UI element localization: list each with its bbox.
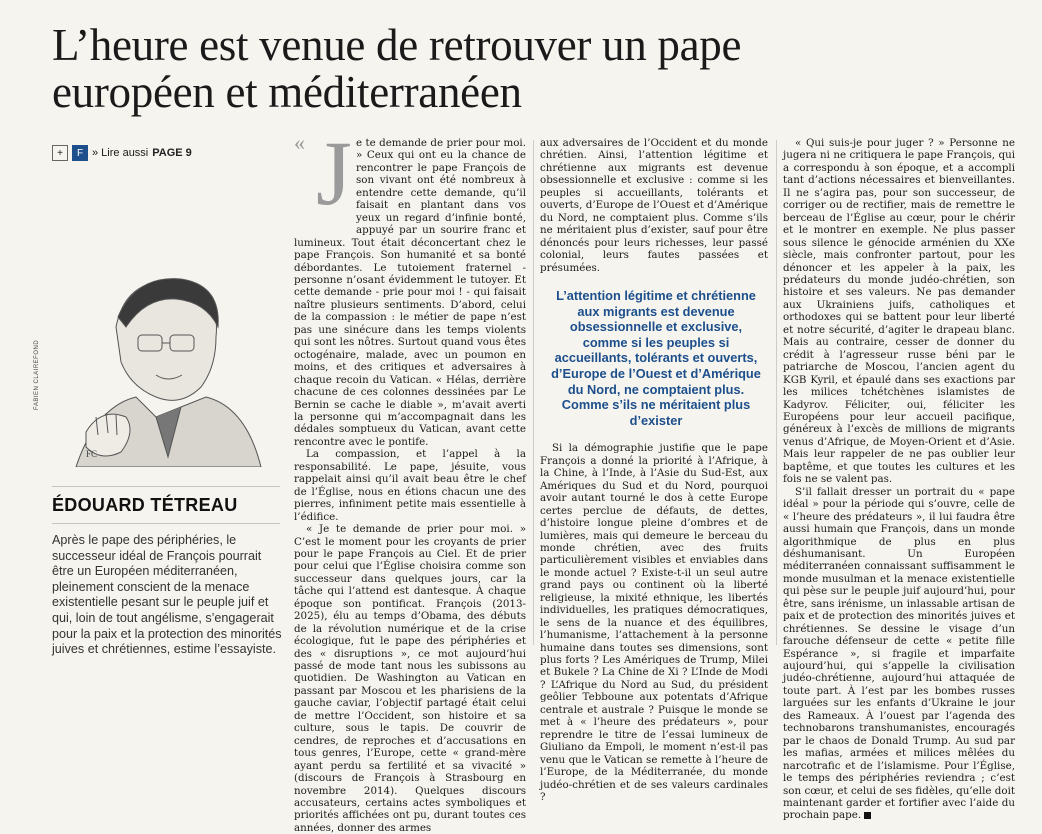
article-paragraph: « Je te demande de prier pour moi. » C’est le moment pour les croyants de prier pour le pape François au Ciel. Et de prier pour celui que l’Église choisira comme son successeur dans quelques jours, car la tâche qui l’attend est dantesque. À chaque époque son pontificat. François (2013-2025), élu au temps d’Obama, des débuts de la révolution numérique et de la crise écologique, fut le pape des périphéries et des « disruptions », ce mot aujourd’hui passé de mode tant nous les subissons au quotidien. De Washington au Vatican en passant par Moscou et les pharisiens de la gauche caviar, l’objectif partagé était celui de mettre l’Occident, son histoire et sa culture, sous le tapis. De couvrir de cendres, de reproches et d’accusations en tous genres, l’Europe, cette « grand-mère ayant perdu sa fertilité et sa vivacité » (discours de François à Strasbourg en novembre 2014). Quelques discours accusateurs, certains actes symboliques et priorités affichées ont pu, durant toutes ces années, donner des armes <box>294 523 526 834</box>
author-bio: Après le pape des périphéries, le successeur idéal de François pourrait être un Européen méditerranéen, pleinement conscient de la menace existentielle pesant sur le peuple juif et qui, loin de tout angélisme, s’engagerait pour la paix et la protection des minorités juives et chrétiennes, estime l’essayiste. <box>52 533 282 657</box>
article-column-2 <box>540 137 768 803</box>
dropcap-letter: J <box>316 122 352 224</box>
article-end-mark <box>864 812 871 819</box>
article-paragraph: e te demande de prier pour moi. » Ceux qui ont eu la chance de rencontrer le pape François de son vivant ont été nombreux à entendre cette demande, qu’il faisait en plantant dans vos yeux un regard d’infinie bonté, appuyé par un sourire franc et lumineux. Tout était déconcertant chez le pape François. Son humanité et sa bonté débordantes. Le tutoiement fraternel - personne n’osant évidemment le tutoyer. Et cette demande - prie pour moi ! - qui faisait naître plusieurs sentiments. D’abord, celui de la compassion : le métier de pape n’est pas une sinécure dans les temps violents qui sont les nôtres. Surtout quand vous êtes octogénaire, malade, avec un poumon en moins, et des critiques et adversaires à chaque recoin du Vatican. « Hélas, derrière chacune de ces colonnes dessinées par Le Bernin se cache le diable », m’avait averti la personne qui m’accompagnait dans les dédales somptueux du Vatican, avant cette rencontre avec le pontife. <box>294 137 526 448</box>
author-name: ÉDOUARD TÉTREAU <box>52 487 280 524</box>
illustration-signature: FC <box>86 449 98 459</box>
dropcap-block <box>294 122 352 227</box>
author-portrait-illustration <box>56 257 276 467</box>
article-paragraph: aux adversaires de l’Occident et du monde chrétien. Ainsi, l’attention légitime et chrétienne aux migrants est devenue obsessionnelle et exclusive : comme si les peuples si accueillants, tolérants et ouverts, d’Europe de l’Ouest et d’Amérique du Nord, ne comptaient plus. Comme s’ils ne méritaient plus d’exister, sauf pour être dénoncés pour leurs richesses, leur passé colonial, leurs fautes passées et présumées. <box>540 137 768 274</box>
column-divider <box>533 140 534 645</box>
column-divider <box>776 140 777 645</box>
headline: L’heure est venue de retrouver un pape européen et méditerranéen <box>52 20 742 117</box>
opening-quote-mark: « <box>294 130 305 155</box>
pull-quote: L’attention légitime et chrétienne aux migrants est devenue obsessionnelle et exclusive, comme si les peuples si accueillants, tolérants et ouverts, d’Europe de l’Ouest et d’Amérique du Nord, ne comptaient plus. Comme s’ils ne méritaient plus d’exister <box>551 287 761 428</box>
article-column-1 <box>294 122 526 834</box>
article-paragraph-text: S’il fallait dresser un portrait du « pape idéal » pour la période qui s’ouvre, celle de « l’heure des prédateurs », il lui faudra être aussi humain que François, dans un monde algorithmique de plus en plus déshumanisant. Un Européen méditerranéen connaissant suffisamment le monde musulman et la menace existentielle qui pèse sur le peuple juif aujourd’hui, pour être, sans irénisme, un inlassable artisan de paix et de protection des minorités juives et chrétiennes. Se dessine le visage d’un farouche défenseur de cette « petite fille Espérance », si fragile et imparfaite aujourd’hui, qui s’appelle la civilisation judéo-chrétienne, aujourd’hui attaquée de toute part. À l’est par les bombes russes larguées sur les enfants d’Ukraine le jour des Rameaux. À l’ouest par l’agenda des technobarons transhumanistes, encouragés par le chaos de Donald Trump. Au sud par les mafias, armées et milices mêlées du narcotrafic et de l’islamisme. Pour l’Église, le temps des périphéries reviendra ; c’est son cœur, et celui de ses fidèles, qu’elle doit maintenant garder et fortifier avec l’aide du prochain pape. <box>783 485 1015 822</box>
author-block <box>52 486 280 524</box>
article-column-3 <box>783 137 1015 822</box>
article-paragraph: « Qui suis-je pour juger ? » Personne ne jugera ni ne critiquera le pape François, qui a correspondu à son époque, et a accompli tant d’actions nécessaires et bienveillantes. Il ne s’agira pas, pour son successeur, de corriger ou de rectifier, mais de remettre le berceau de l’Église au cœur, pour le chérir et le montrer en exemple. Ne plus passer sous silence le génocide arménien du XXe siècle, mais confronter partout, pour les dénoncer et les appeler à la paix, les prédateurs du monde judéo-chrétien, son histoire et ses valeurs. Ne pas demander aux Ukrainiens juifs, catholiques et orthodoxes qui se battent pour leur liberté et notre sécurité, d’agiter le drapeau blanc. Mais au contraire, cesser de donner du crédit à l’agresseur russe béni par le patriarche de Moscou, l’ancien agent du KGB Kyril, et épaulé dans ses exactions par les milices tchétchènes islamistes de Kadyrov. Féliciter, oui, féliciter les Européens pour leur accueil pacifique, généreux à l’excès de millions de migrants venus d’Afrique, de Moyen-Orient et d’Asie. Mais leur rappeler de ne pas oublier leur baptême, et que toutes les cultures et les fois ne se valent pas. <box>783 137 1015 486</box>
article-paragraph <box>783 486 1015 822</box>
illustration-credit: FABIEN CLAIREFOND <box>34 339 40 410</box>
plus-icon: + <box>52 145 68 161</box>
article-paragraph: La compassion, et l’appel à la responsabilité. Le pape, jésuite, vous rappelait ainsi qu’il avait beau être le chef de l’Église, nous en étions chacun une des pierres, infiniment petite mais essentielle à l’édifice. <box>294 448 526 523</box>
see-also-page: PAGE 9 <box>152 147 192 159</box>
see-also-text: » Lire aussi <box>92 147 149 159</box>
see-also-link[interactable] <box>52 145 192 161</box>
newspaper-logo-icon: F <box>72 145 88 161</box>
article-paragraph: Si la démographie justifie que le pape François a donné la priorité à l’Afrique, à la Chine, à l’Inde, à l’Asie du Sud-Est, aux Amériques du Sud et du Nord, pourquoi avoir autant tourné le dos à cette Europe certes perclue de défauts, de dettes, d’histoire longue pleine d’ombres et de lumières, mais qui demeure le berceau du monde chrétien, avec des fruits particulièrement visibles et enviables dans le monde actuel ? Existe-t-il un seul autre grand pays ou continent où la liberté religieuse, la mixité ethnique, les libertés individuelles, les pratiques démocratiques, le sens de la nuance et des équilibres, l’humanisme, l’attachement à la personne humaine dans toutes ses dimensions, sont plus forts ? Les Amériques de Trump, Milei et Bukele ? La Chine de Xi ? L’Inde de Modi ? L’Afrique du Nord au Sud, du président geôlier Tebboune aux potentats d’Afrique centrale et australe ? Puisque le monde se met à « l’heure des prédateurs », pour reprendre le titre de l’essai lumineux de Giuliano da Empoli, le moment n’est-il pas venu que le Vatican se remette à l’heure de l’Europe, de la Méditerranée, du monde judéo-chrétien et de ses valeurs cardinales ? <box>540 442 768 804</box>
